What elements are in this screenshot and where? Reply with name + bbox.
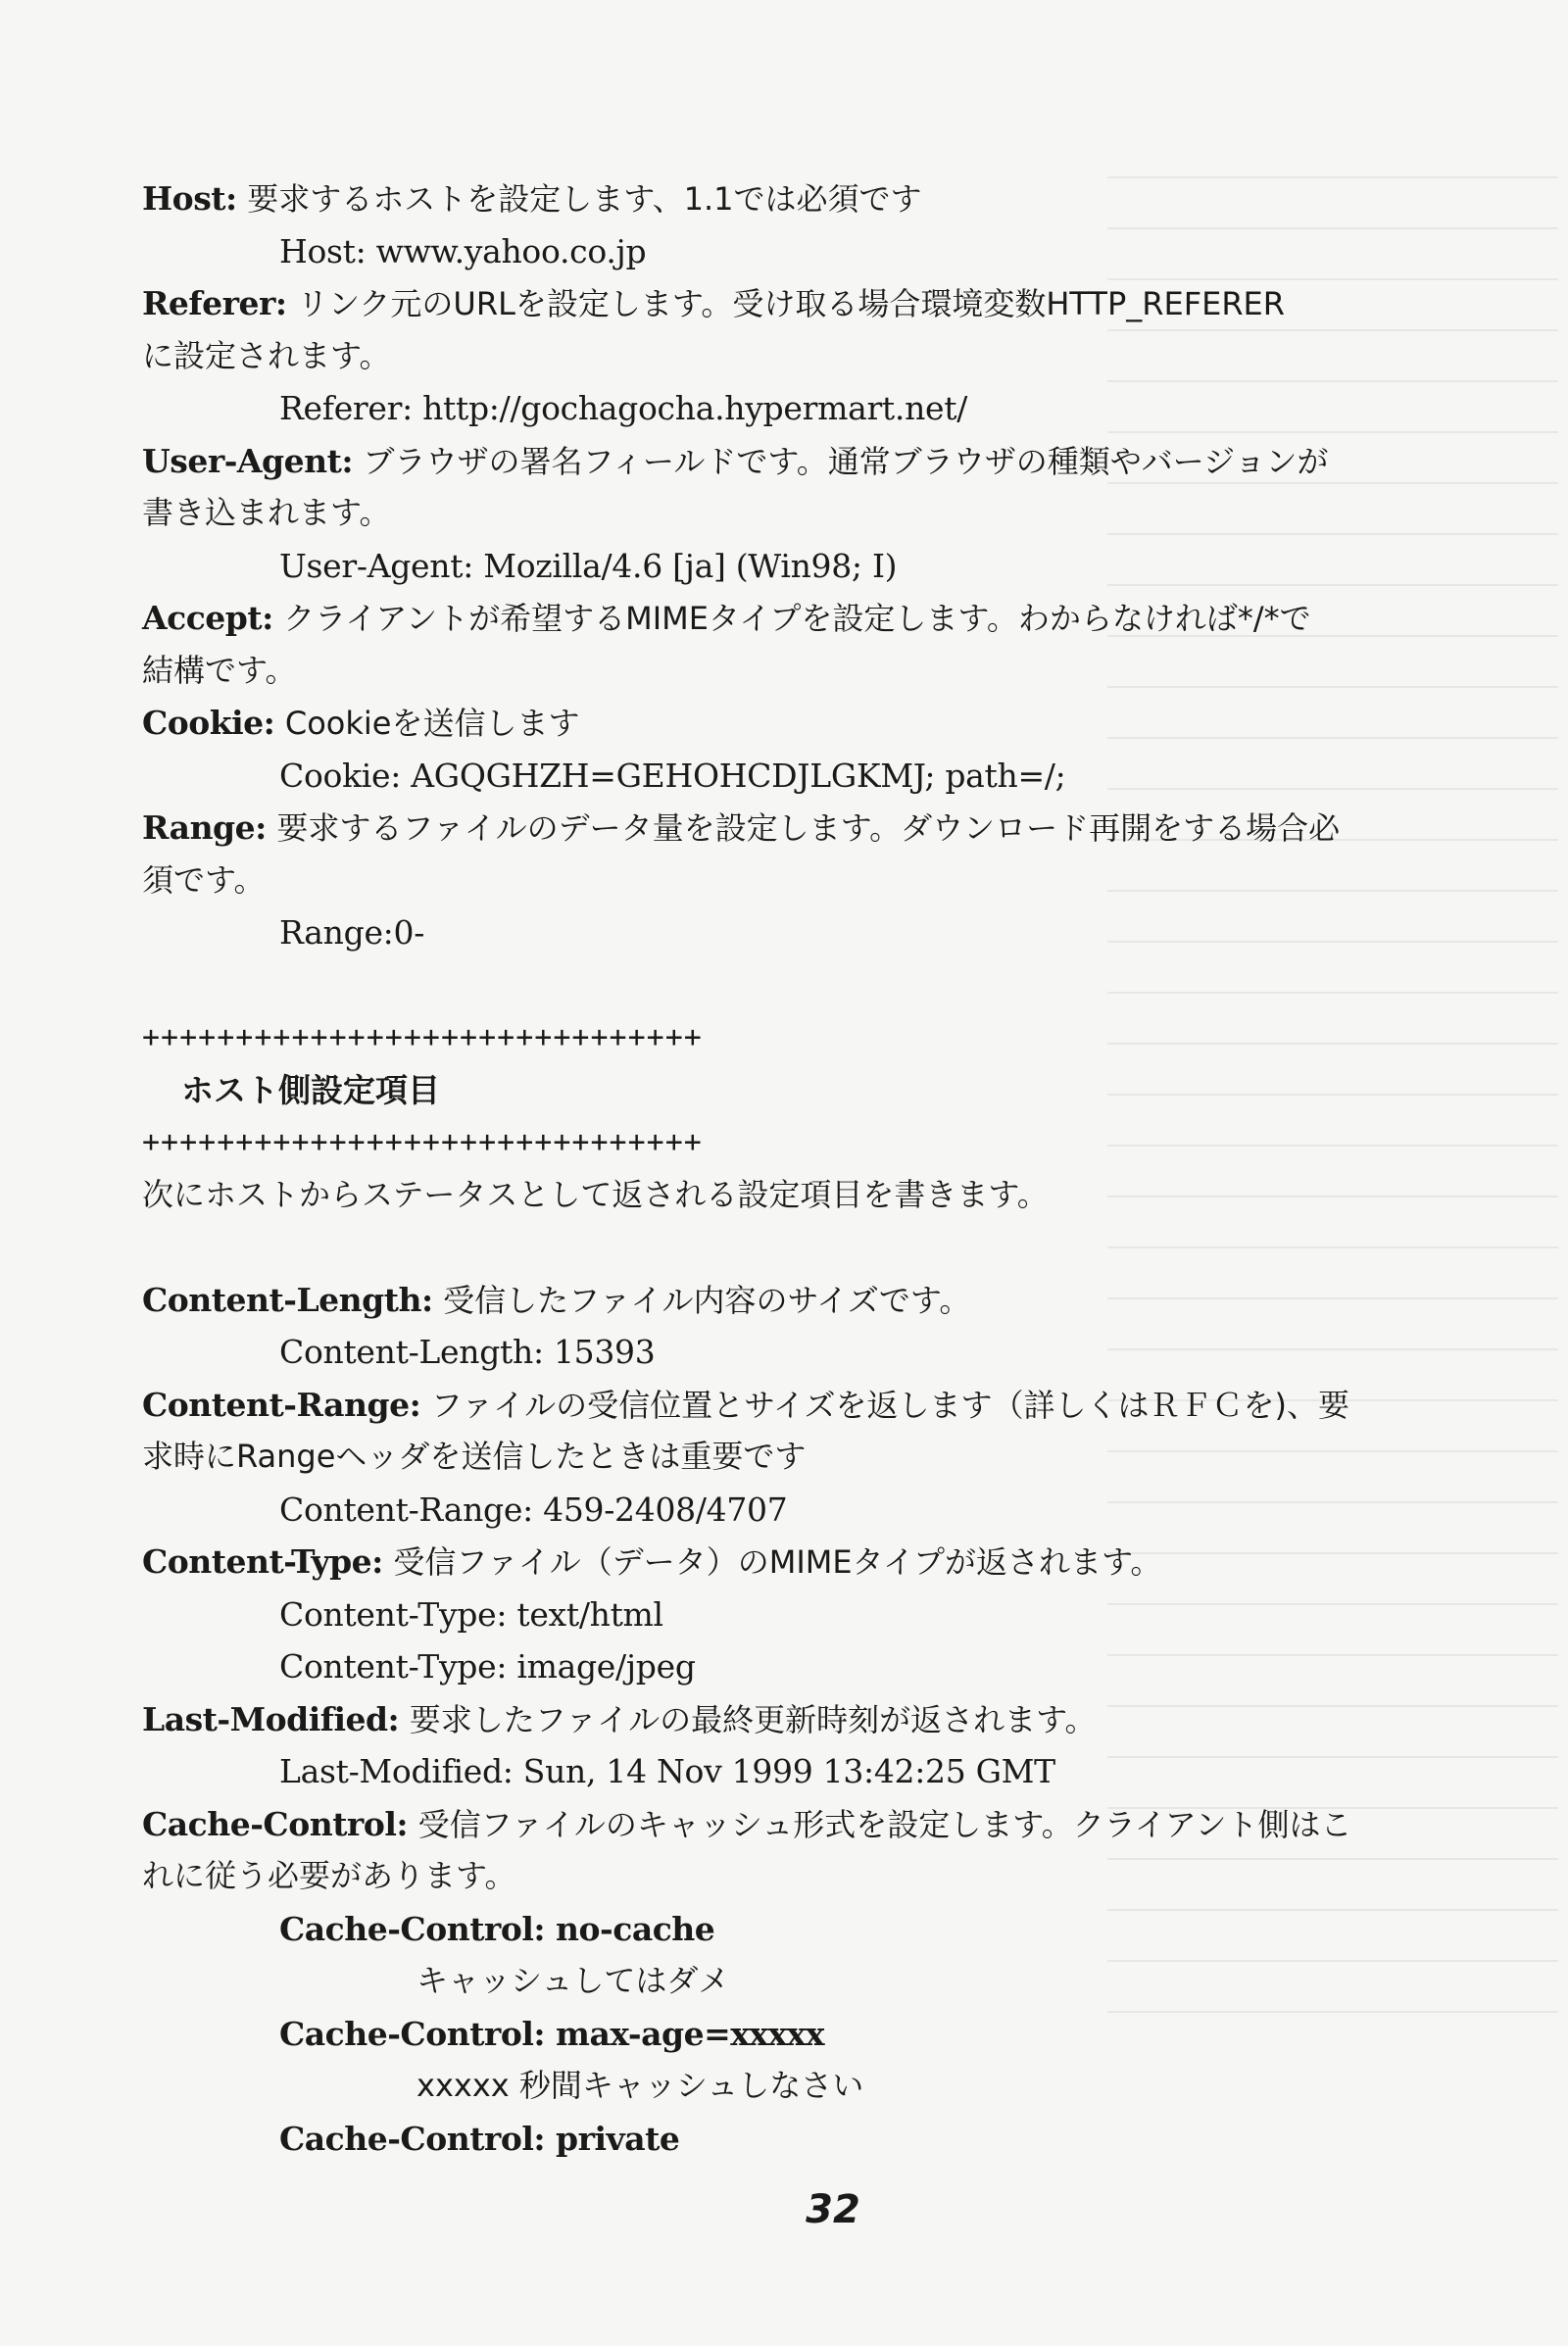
field-host: Host: 要求するホストを設定します、1.1では必須です: [142, 179, 922, 218]
spacer: [142, 1221, 1494, 1274]
example-user-agent: User-Agent: Mozilla/4.6 [ja] (Win98; I): [279, 546, 898, 585]
separator-top: ++++++++++++++++++++++++++++++: [142, 1020, 703, 1054]
example-content-range: Content-Range: 459-2408/4707: [279, 1490, 788, 1529]
example-referer: Referer: http://gochagocha.hypermart.net/: [279, 389, 968, 427]
spacer: [142, 959, 1494, 1012]
field-accept-cont: 結構です。: [142, 651, 297, 689]
section-heading: ホスト側設定項目: [181, 1070, 440, 1109]
field-range-cont: 須です。: [142, 860, 266, 899]
field-user-agent: User-Agent: ブラウザの署名フィールドです。通常ブラウザの種類やバージョンが: [142, 441, 1329, 480]
field-content-type: Content-Type: 受信ファイル（データ）のMIMEタイプが返されます。: [142, 1542, 1162, 1581]
page-number: 32: [806, 2187, 860, 2232]
field-referer-cont: に設定されます。: [142, 336, 391, 374]
separator-bottom: ++++++++++++++++++++++++++++++: [142, 1125, 703, 1159]
note-cache-no-cache: キャッシュしてはダメ: [416, 1962, 730, 1999]
example-host: Host: www.yahoo.co.jp: [279, 231, 647, 270]
field-last-modified: Last-Modified: 要求したファイルの最終更新時刻が返されます。: [142, 1699, 1097, 1738]
example-range: Range:0-: [279, 913, 425, 952]
example-cache-private: Cache-Control: private: [279, 2119, 680, 2158]
page-content: [142, 172, 1494, 2165]
section-intro: 次にホストからステータスとして返される設定項目を書きます。: [142, 1175, 1049, 1213]
field-content-range: Content-Range: ファイルの受信位置とサイズを返します（詳しくはＲＦＣを)、要: [142, 1385, 1350, 1424]
field-content-length: Content-Length: 受信したファイル内容のサイズです。: [142, 1280, 971, 1319]
example-cache-no-cache: Cache-Control: no-cache: [279, 1909, 715, 1948]
example-content-type-2: Content-Type: image/jpeg: [279, 1647, 696, 1686]
field-content-range-cont: 求時にRangeヘッダを送信したときは重要です: [142, 1438, 807, 1475]
field-user-agent-cont: 書き込まれます。: [142, 494, 391, 531]
example-cache-max-age: Cache-Control: max-age=xxxxx: [279, 2014, 825, 2053]
example-last-modified: Last-Modified: Sun, 14 Nov 1999 13:42:25 GMT: [279, 1752, 1055, 1790]
example-cookie: Cookie: AGQGHZH=GEHOHCDJLGKMJ; path=/;: [279, 756, 1066, 795]
example-content-type-1: Content-Type: text/html: [279, 1594, 663, 1634]
field-referer: Referer: リンク元のURLを設定します。受け取る場合環境変数HTTP_REFERER: [142, 284, 1286, 322]
field-range: Range: 要求するファイルのデータ量を設定します。ダウンロード再開をする場合必: [142, 808, 1341, 847]
note-cache-max-age: xxxxx 秒間キャッシュしなさい: [416, 2067, 864, 2104]
field-cookie: Cookie: Cookieを送信します: [142, 704, 580, 742]
field-cache-control-cont: れに従う必要があります。: [142, 1857, 516, 1894]
field-accept: Accept: クライアントが希望するMIMEタイプを設定します。わからなければ*/*で: [142, 599, 1311, 637]
example-content-length: Content-Length: 15393: [279, 1333, 656, 1371]
field-cache-control: Cache-Control: 受信ファイルのキャッシュ形式を設定します。クライアント側はこ: [142, 1804, 1352, 1843]
